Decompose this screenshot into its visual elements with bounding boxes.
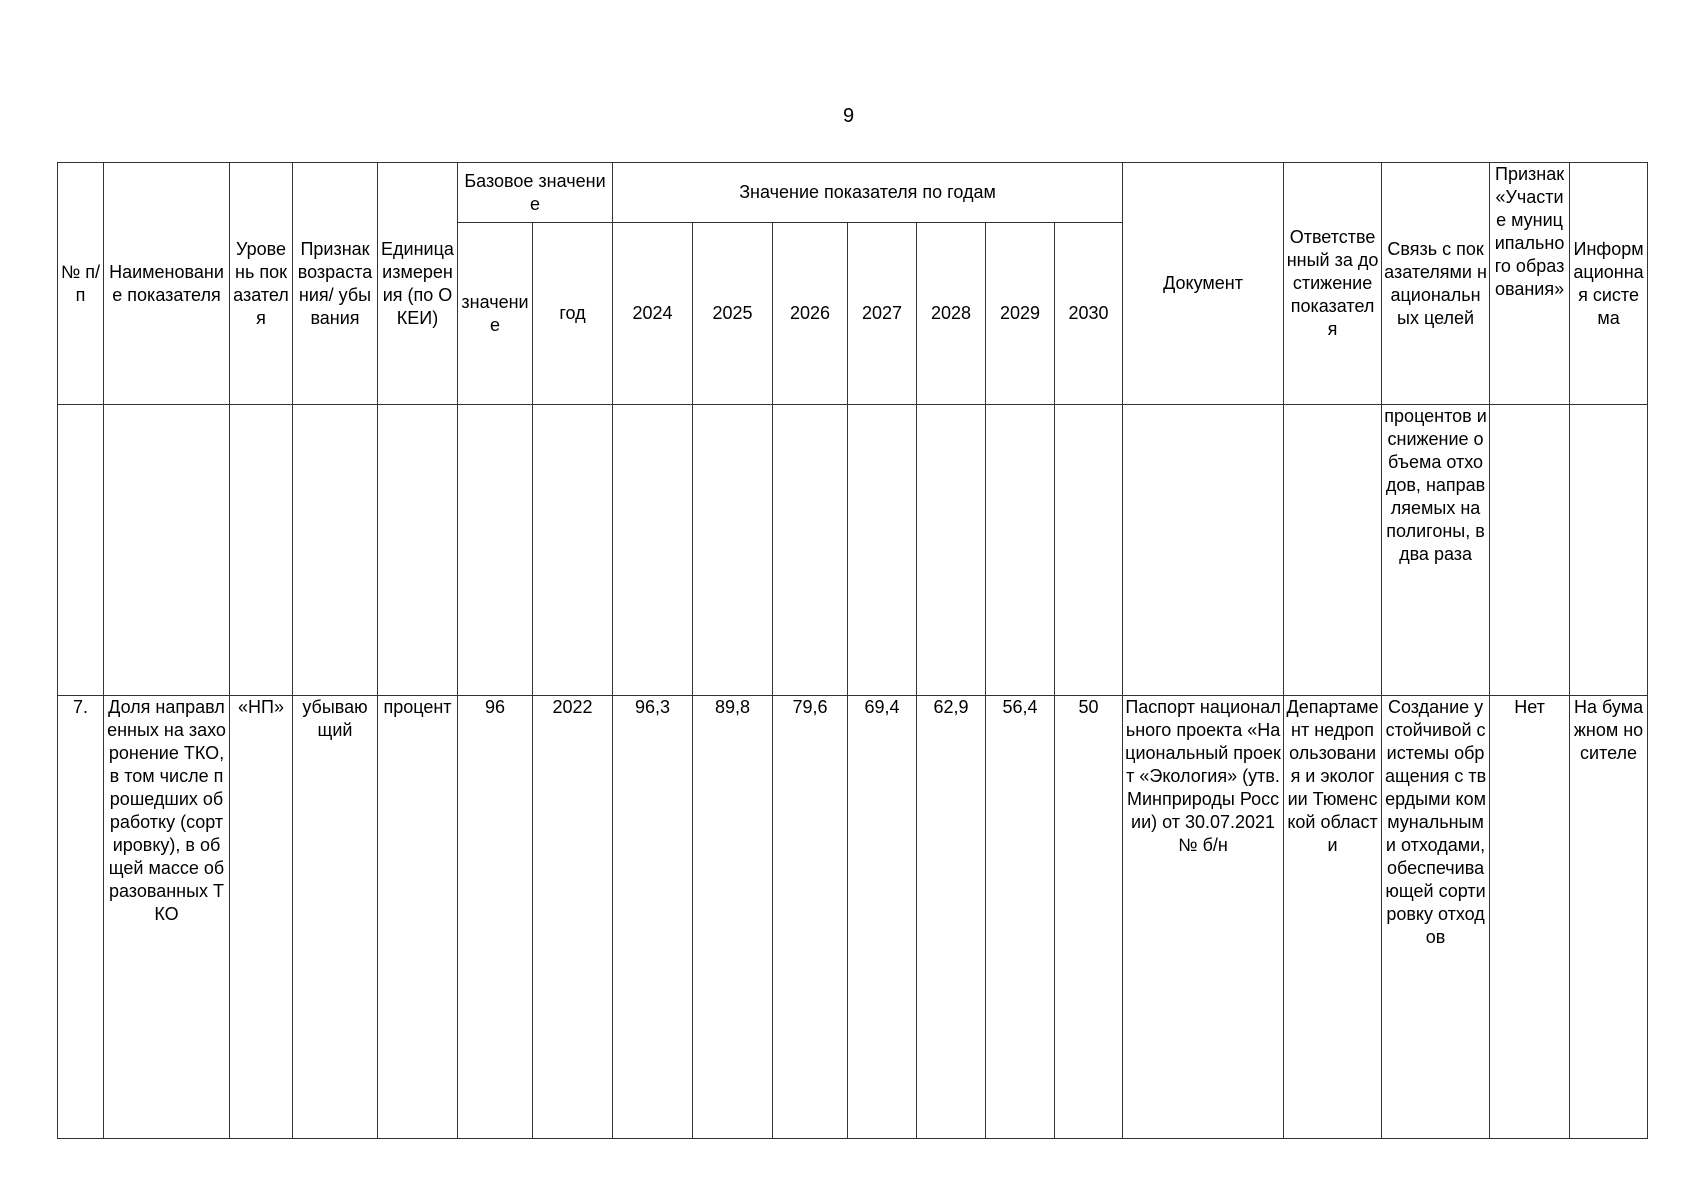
indicators-table (57, 162, 1648, 1139)
header-year-2029: 2029 (986, 223, 1055, 405)
header-municipal: Признак «Участие муниципального образования» (1490, 163, 1570, 405)
table-row (58, 405, 1648, 696)
cell-responsible (1284, 405, 1382, 696)
cell-name (104, 405, 230, 696)
cell-2026 (773, 405, 848, 696)
cell-2024: 96,3 (613, 696, 693, 1139)
header-year-2027: 2027 (848, 223, 917, 405)
cell-info (1570, 405, 1648, 696)
cell-2028 (917, 405, 986, 696)
header-year-2030: 2030 (1055, 223, 1123, 405)
cell-2024 (613, 405, 693, 696)
cell-sign (293, 405, 378, 696)
header-sign: Признак возрастания/ убывания (293, 163, 378, 405)
cell-2027 (848, 405, 917, 696)
cell-base-year (533, 405, 613, 696)
cell-municipal: Нет (1490, 696, 1570, 1139)
cell-unit (378, 405, 458, 696)
cell-2030: 50 (1055, 696, 1123, 1139)
header-base-year: год (533, 223, 613, 405)
cell-base-year: 2022 (533, 696, 613, 1139)
header-unit: Единица измерения (по ОКЕИ) (378, 163, 458, 405)
page-number: 9 (842, 105, 855, 127)
cell-2025 (693, 405, 773, 696)
cell-num: 7. (58, 696, 104, 1139)
cell-base-value: 96 (458, 696, 533, 1139)
cell-2029 (986, 405, 1055, 696)
cell-sign: убывающий (293, 696, 378, 1139)
cell-2028: 62,9 (917, 696, 986, 1139)
header-document: Документ (1123, 163, 1284, 405)
cell-2027: 69,4 (848, 696, 917, 1139)
header-num: № п/п (58, 163, 104, 405)
header-year-2026: 2026 (773, 223, 848, 405)
cell-municipal (1490, 405, 1570, 696)
cell-level: «НП» (230, 696, 293, 1139)
cell-document (1123, 405, 1284, 696)
header-base-value: значение (458, 223, 533, 405)
header-link: Связь с показателями национальных целей (1382, 163, 1490, 405)
cell-2029: 56,4 (986, 696, 1055, 1139)
cell-unit: процент (378, 696, 458, 1139)
header-name: Наименование показателя (104, 163, 230, 405)
cell-document: Паспорт национального проекта «Национальный проект «Экология» (утв. Минприроды России) от 30.07.2021 № б/н (1123, 696, 1284, 1139)
header-info: Информационная система (1570, 163, 1648, 405)
header-level: Уровень показателя (230, 163, 293, 405)
table-row (58, 696, 1648, 1139)
header-year-2024: 2024 (613, 223, 693, 405)
header-year-2025: 2025 (693, 223, 773, 405)
cell-level (230, 405, 293, 696)
cell-base-value (458, 405, 533, 696)
cell-2025: 89,8 (693, 696, 773, 1139)
cell-2030 (1055, 405, 1123, 696)
cell-link: процентов и снижение объема отходов, направляемых на полигоны, в два раза (1382, 405, 1490, 696)
cell-2026: 79,6 (773, 696, 848, 1139)
cell-num (58, 405, 104, 696)
cell-responsible: Департамент недропользования и экологии Тюменской области (1284, 696, 1382, 1139)
cell-link: Создание устойчивой системы обращения с твердыми коммунальными отходами, обеспечивающей сортировку отходов (1382, 696, 1490, 1139)
cell-name: Доля направленных на захоронение ТКО, в том числе прошедших обработку (сортировку), в общей массе образованных ТКО (104, 696, 230, 1139)
header-years-group: Значение показателя по годам (613, 163, 1123, 223)
header-year-2028: 2028 (917, 223, 986, 405)
cell-info: На бумажном носителе (1570, 696, 1648, 1139)
header-responsible: Ответственный за достижение показателя (1284, 163, 1382, 405)
header-base: Базовое значение (458, 163, 613, 223)
